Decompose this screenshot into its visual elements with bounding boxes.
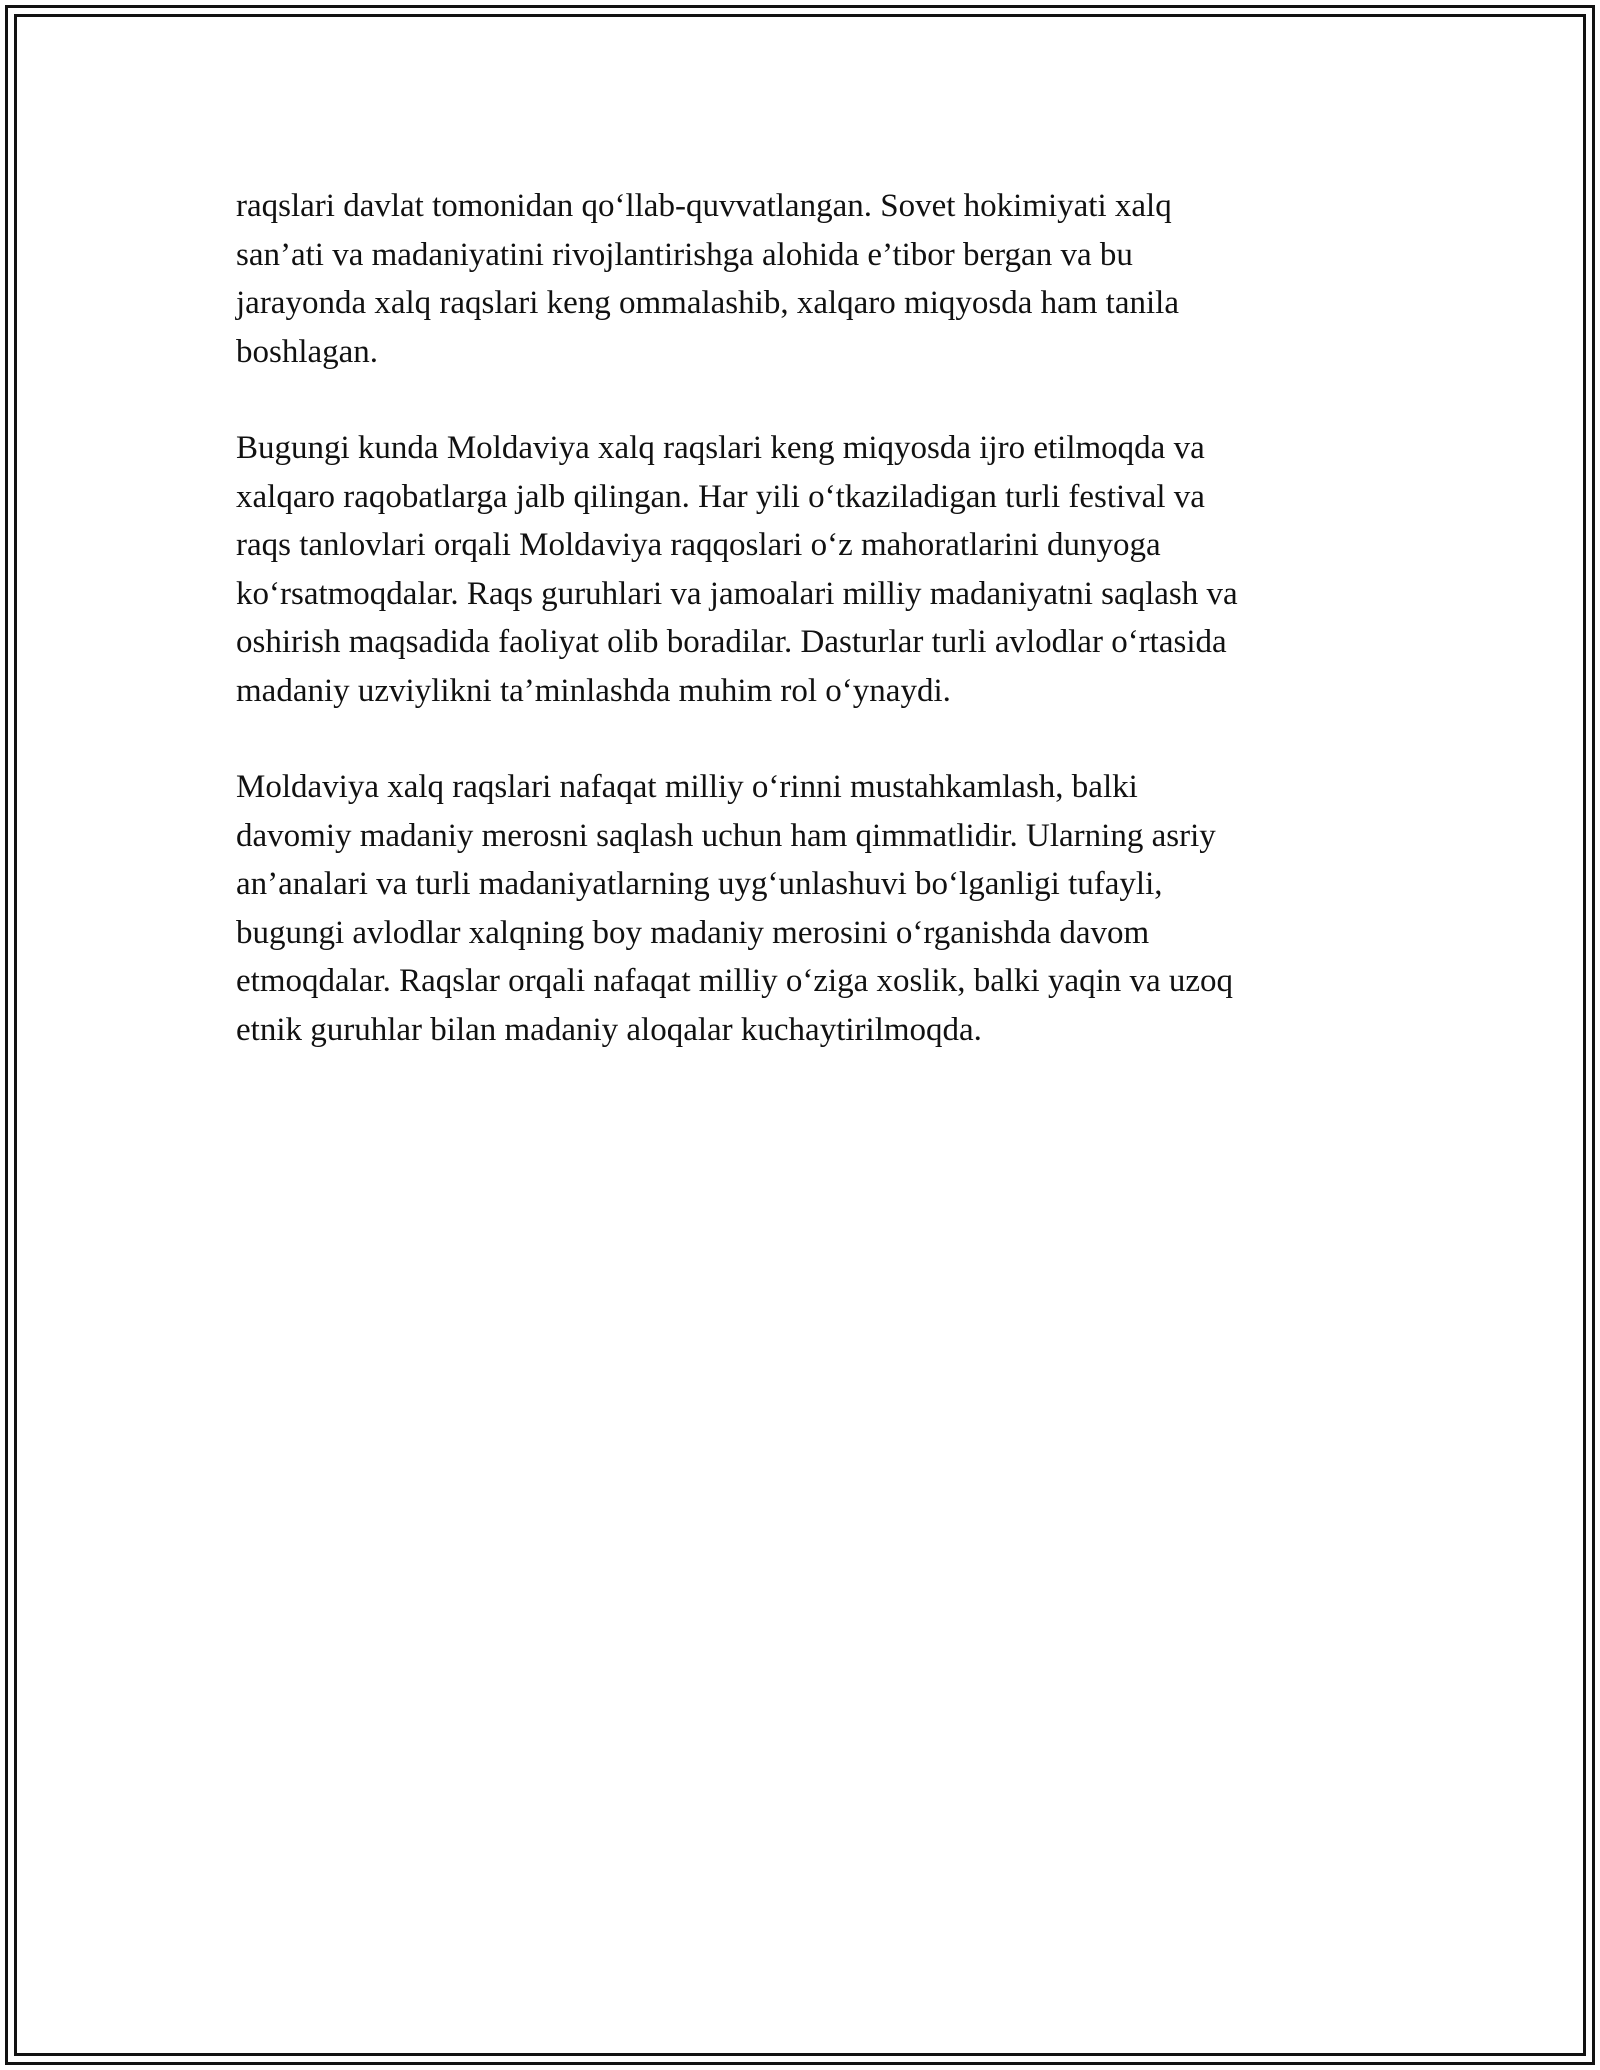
paragraph-2: Bugungi kunda Moldaviya xalq raqslari keng miqyosda ijro etilmoqda va xalqaro raqobatlarga jalb qilingan. Har yili o‘tkaziladigan turli festival va raqs tanlovlari orqali Moldaviya raqqoslari o‘z mahoratlarini dunyoga ko‘rsatmoqdalar. Raqs guruhlari va jamoalari milliy madaniyatni saqlash va oshirish maqsadida faoliyat olib boradilar. Dasturlar turli avlodlar o‘rtasida madaniy uzviylikni ta’minlashda muhim rol o‘ynaydi. [236,430,1238,709]
paragraph-3: Moldaviya xalq raqslari nafaqat milliy o‘rinni mustahkamlash, balki davomiy madaniy merosni saqlash uchun ham qimmatlidir. Ularning asriy an’analari va turli madaniyatlarning uyg‘unlashuvi bo‘lganligi tufayli, bugungi avlodlar xalqning boy madaniy merosini o‘rganishda davom etmoqdalar. Raqslar orqali nafaqat milliy o‘ziga xoslik, balki yaqin va uzoq etnik guruhlar bilan madaniy aloqalar kuchaytirilmoqda. [236,769,1234,1048]
paragraph-1: raqslari davlat tomonidan qo‘llab-quvvatlangan. Sovet hokimiyati xalq san’ati va madaniyatini rivojlantirishga alohida e’tibor bergan va bu jarayonda xalq raqslari keng ommalashib, xalqaro miqyosda ham tanila boshlagan. [236,188,1179,370]
document-body [236,182,1366,1102]
